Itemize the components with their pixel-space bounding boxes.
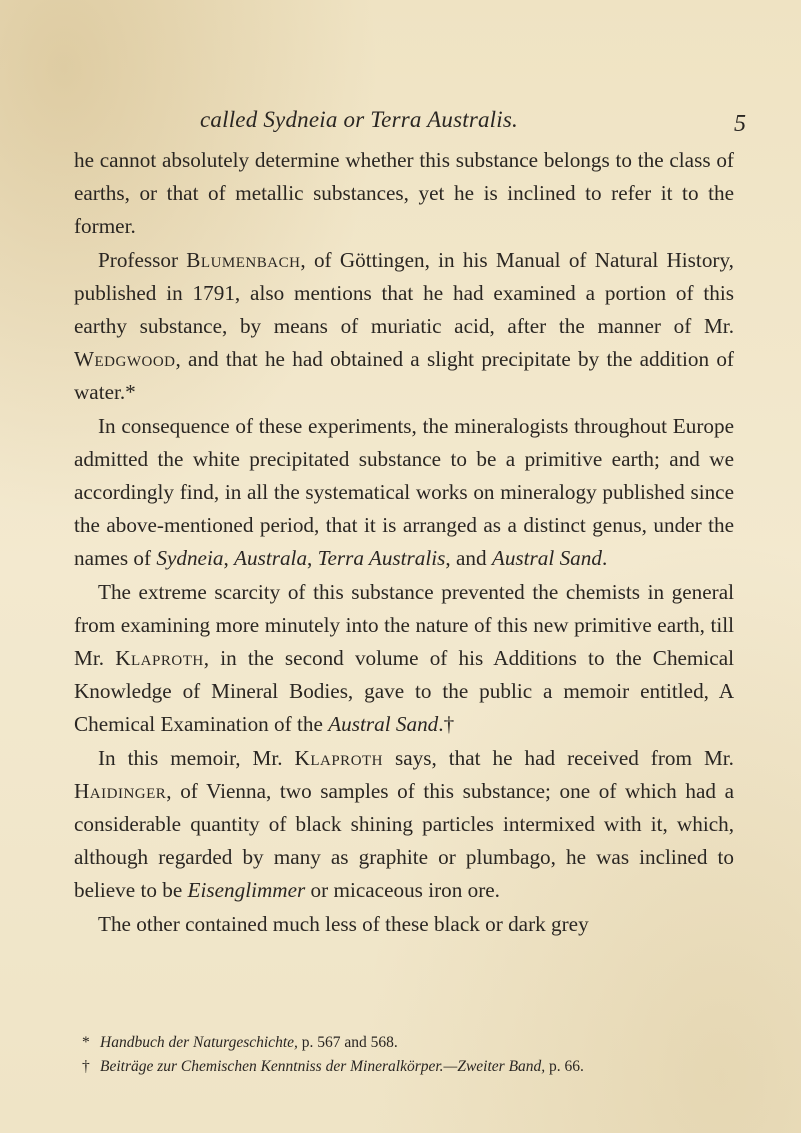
term-austral-sand: Austral Sand <box>328 712 439 737</box>
footnote-title: Beiträge zur Chemischen Kenntniss der Mineralkörper.—Zweiter Band, <box>100 1058 546 1075</box>
footnote-mark: † <box>82 1058 90 1075</box>
paragraph-2 <box>74 244 734 410</box>
text-run: The extreme scarcity of this substance prevented the chemists in general from examining more minutely into the nature of this new primitive earth, till Mr. <box>74 579 734 671</box>
term-australa: Australa <box>234 546 308 571</box>
text-run: , <box>223 546 235 571</box>
text-run: he cannot absolutely determine whether this substance belongs to the class of earths, or that of metallic substances, yet he is inclined to refer it to the former. <box>74 148 734 239</box>
name-wedgwood: Wedgwood <box>74 347 176 372</box>
footnote-1 <box>74 1031 754 1055</box>
text-run: , and <box>445 546 492 571</box>
text-run: or micaceous iron ore. <box>305 878 500 903</box>
name-blumenbach: Blumenbach <box>186 247 301 272</box>
running-head <box>0 107 801 137</box>
text-run: says, that he had received from Mr. <box>383 745 734 770</box>
name-klaproth: Klaproth <box>294 745 384 770</box>
name-haidinger: Haidinger <box>74 778 167 803</box>
text-run: . <box>601 546 608 571</box>
text-run: In consequence of these experiments, the mineralogists throughout Europe admitted the white precipitated substance to be a primitive earth; and we accordingly find, in all the systematical works on mineralogy published since the above-mentioned period, that it is arranged as a distinct genus, under the names of <box>74 413 734 571</box>
paragraph-4 <box>74 576 734 742</box>
page-number: 5 <box>734 111 746 137</box>
footnotes <box>74 1031 754 1079</box>
text-run: , <box>307 546 318 571</box>
name-klaproth: Klaproth <box>115 646 204 671</box>
footnote-2 <box>74 1055 754 1079</box>
text-run: , of Vienna, two samples of this substance; one of which had a considerable quantity of black shining particles intermixed with it, which, although regarded by many as graphite or plumbago, he was inclined to believe to be <box>74 778 734 903</box>
text-run: The other contained much less of these black or dark grey <box>98 911 589 936</box>
footnote-text: p. 66. <box>545 1058 584 1075</box>
text-run: .† <box>438 712 455 737</box>
footnote-title: Handbuch der Naturgeschichte, <box>100 1034 298 1051</box>
text-run: , and that he had obtained a slight precipitate by the addition of water.* <box>74 347 734 405</box>
paragraph-1 <box>74 144 734 244</box>
text-run: In this memoir, Mr. <box>98 745 295 770</box>
paragraph-5 <box>74 742 734 908</box>
term-terra-australis: Terra Australis <box>317 546 446 571</box>
text-run: , of Göttingen, in his Manual of Natural History, published in 1791, also mentions that he had examined a portion of this earthy substance, by means of muriatic acid, after the manner of Mr. <box>74 247 734 339</box>
text-run: , in the second volume of his Additions to the Chemical Knowledge of Mineral Bodies, gave to the public a memoir entitled, A Chemical Examination of the <box>74 646 734 737</box>
text-run: Professor <box>98 247 187 272</box>
body-text <box>74 144 734 941</box>
term-sydneia: Sydneia <box>156 546 224 571</box>
footnote-mark: * <box>82 1034 90 1051</box>
term-eisenglimmer: Eisenglimmer <box>187 878 306 903</box>
paragraph-3 <box>74 410 734 576</box>
paragraph-6 <box>74 908 734 941</box>
running-title: called Sydneia or Terra Australis. <box>200 107 518 132</box>
footnote-text: p. 567 and 568. <box>297 1034 398 1051</box>
term-austral-sand: Austral Sand <box>491 546 602 571</box>
